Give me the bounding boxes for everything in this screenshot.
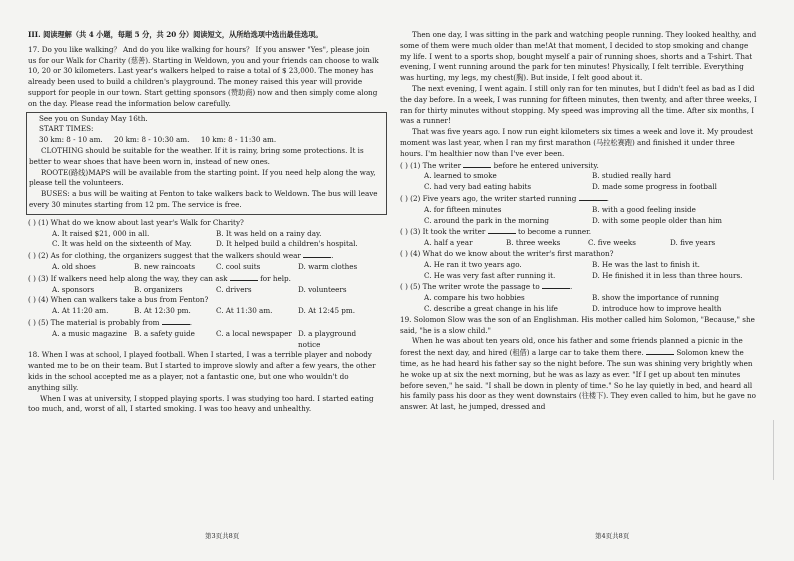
option[interactable]: A. a music magazine (52, 328, 128, 338)
option[interactable]: D. five years (670, 238, 716, 248)
option[interactable]: D. It helped build a children's hospital. (216, 239, 358, 249)
time-20km: 20 km: 8 - 10:30 am. (114, 135, 190, 145)
left-column (28, 30, 380, 415)
option[interactable]: C. It was held on the sixteenth of May. (52, 239, 192, 249)
q18-2-options-ab (400, 205, 760, 216)
q17-4-stem: ( ) (4) When can walkers take a bus from Fenton? (28, 295, 209, 305)
box-clothing: CLOTHING should be suitable for the weather. If it is rainy, bring some protections. It is better to wear shoes that have been worn in, instead of new ones. (29, 145, 364, 166)
option[interactable]: A. It raised $21, 000 in all. (52, 228, 150, 238)
option[interactable]: A. sponsors (52, 284, 95, 294)
answer-blank[interactable] (646, 347, 674, 355)
option[interactable]: B. new raincoats (134, 261, 196, 271)
option[interactable]: C. five weeks (588, 238, 636, 248)
box-start-times-label: START TIMES: (39, 124, 94, 134)
option[interactable]: C. drivers (216, 284, 252, 294)
page-number-right: 第4页共8页 (595, 532, 630, 540)
q17-4-options (28, 306, 380, 317)
q18-4-options-cd (400, 271, 760, 282)
q18-5-options-ab (400, 293, 760, 304)
q18-1-options-ab (400, 171, 760, 182)
right-column (400, 30, 760, 413)
option[interactable]: D. He finished it in less than three hours. (592, 270, 743, 280)
answer-blank[interactable] (542, 281, 570, 289)
option[interactable]: A. He ran it two years ago. (424, 259, 522, 269)
option[interactable]: D. volunteers (298, 284, 347, 294)
option[interactable]: A. compare his two hobbies (424, 293, 525, 303)
option[interactable]: A. learned to smoke (424, 171, 497, 181)
option[interactable]: A. for fifteen minutes (424, 204, 502, 214)
passage-19-para-1: 19. Solomon Slow was the son of an Englishman. His mother called him Solomon, "Because," she said, "he is a slow child." (400, 314, 755, 335)
q18-3-options (400, 238, 760, 249)
q18-5-stem: ( ) (5) The writer wrote the passage to . (400, 282, 573, 292)
option[interactable]: C. cool suits (216, 261, 261, 271)
option[interactable]: B. organizers (134, 284, 183, 294)
option[interactable]: B. a safety guide (134, 328, 195, 338)
option[interactable]: B. At 12:30 pm. (134, 306, 191, 316)
box-route: ROOTE(路线)MAPS will be available from the starting point. If you need help along the way, please tell the volunteers. (29, 167, 376, 188)
option[interactable]: C. around the park in the morning (424, 215, 550, 225)
passage-18-para-2: When I was at university, I stopped playing sports. I was studying too hard. I started eating too much, and, worst of all, I started smoking. I was too heavy and unhealthy. (28, 393, 374, 414)
q17-3-stem: ( ) (3) If walkers need help along the way, they can ask for help. (28, 273, 291, 283)
q17-5-options (28, 329, 380, 351)
q18-5-options-cd (400, 304, 760, 315)
option[interactable]: B. show the importance of running (592, 293, 719, 303)
option[interactable]: A. half a year (424, 238, 473, 248)
q18-2-options-cd (400, 216, 760, 227)
q18-1-options-cd (400, 182, 760, 193)
option[interactable]: C. describe a great change in his life (424, 303, 558, 313)
option[interactable]: C. At 11:30 am. (216, 306, 273, 316)
q18-3-stem: ( ) (3) It took the writer to become a runner. (400, 227, 592, 237)
option[interactable]: C. had very bad eating habits (424, 182, 532, 192)
option[interactable]: B. studied really hard (592, 171, 671, 181)
box-times (29, 135, 384, 146)
q18-4-stem: ( ) (4) What do we know about the writer's first marathon? (400, 248, 614, 258)
option[interactable]: B. He was the last to finish it. (592, 259, 700, 269)
passage-17-intro: 17. Do you like walking？ And do you like walking for hours？ If you answer "Yes", please join us for our Walk for Charity (慈善). Starting in Weldown, you and your friends can choose to walk 10, 20 or 30 kilometers. Last year's walkers helped to raise a total of $ 23,000. The money has already been used to build a children's playground. The money raised this year will provide support for people in our town. Start getting sponsors (赞助商) now and then simply come along on the day. Please read the information below carefully. (28, 44, 379, 108)
option[interactable]: C. a local newspaper (216, 328, 292, 338)
q17-2-stem: ( ) (2) As for clothing, the organizers suggest that the walkers should wear . (28, 251, 334, 261)
option[interactable]: D. made some progress in football (592, 182, 717, 192)
time-30km: 30 km: 8 - 10 am. (39, 135, 103, 145)
passage-18-para-3: Then one day, I was sitting in the park and watching people running. They looked healthy, and some of them were much older than me!At that moment, I decided to stop smoking and change my life. I went to a sports shop, bought myself a pair of running shoes, shorts and a T-shirt. That evening, I went running around the park for ten minutes! Physically, I felt terrible. Everything was hurting, my legs, my chest(胸). But inside, I felt good about it. (400, 30, 757, 83)
q17-2-options (28, 262, 380, 273)
answer-blank[interactable] (162, 317, 190, 325)
q17-1-options-ab (28, 229, 380, 240)
scan-artifact (773, 420, 778, 480)
box-buses: BUSES: a bus will be waiting at Fenton to take walkers back to Weldown. The bus will leave every 30 minutes starting from 12 pm. The service is free. (29, 189, 378, 209)
answer-blank[interactable] (579, 193, 607, 201)
q17-1-options-cd (28, 239, 380, 250)
answer-blank[interactable] (463, 160, 491, 168)
option[interactable]: D. introduce how to improve health (592, 303, 722, 313)
option[interactable]: B. It was held on a rainy day. (216, 228, 322, 238)
passage-18-para-5: That was five years ago. I now run eight kilometers six times a week and love it. My proudest moment was last year, when I ran my first marathon (马拉松赛跑) and finished it under three hours. I'm healthier now than I've ever been. (400, 127, 754, 158)
q18-4-options-ab (400, 260, 760, 271)
answer-blank[interactable] (488, 226, 516, 234)
answer-blank[interactable] (230, 273, 258, 281)
option[interactable]: B. three weeks (506, 238, 561, 248)
q17-3-options (28, 285, 380, 296)
option[interactable]: D. warm clothes (298, 261, 358, 271)
passage-18-para-1: 18. When I was at school, I played football. When I started, I was a terrible player and nobody wanted me to be on their team. But I started to improve slowly and after a few years, the other kids in the school accepted me as a player, not a fantastic one, but one who wouldn't do anything silly. (28, 350, 376, 392)
section-heading: III. 阅读理解（共 4 小题，每题 5 分，共 20 分）阅读短文，从所给选项中选出最佳选项。 (28, 30, 323, 39)
q18-1-stem: ( ) (1) The writer before he entered university. (400, 160, 599, 170)
option[interactable]: A. old shoes (52, 261, 96, 271)
box-see-you: See you on Sunday May 16th. (39, 113, 148, 123)
option[interactable]: D. with some people older than him (592, 215, 722, 225)
passage-19-para-2: When he was about ten years old, once his father and some friends planned a picnic in the forest the next day, and hired (租借) a large car to take them there. Solomon knew the time, as he had heard his father say so the night before. The sun was shining very brightly when he woke up at six the next morning, but he was as lazy as ever. "If I get up about ten minutes before seven," he said. "I shall be down in plenty of time." So he lay quietly in bed, and heard all his family pass his door as they went downstairs (往楼下). They even called to him, but he gave no answer. At last, he jumped, dressed and (400, 336, 757, 412)
event-info-box (26, 112, 387, 215)
page-number-left: 第3页共8页 (205, 532, 240, 540)
option[interactable]: A. At 11:20 am. (52, 306, 109, 316)
q18-2-stem: ( ) (2) Five years ago, the writer started running . (400, 193, 609, 203)
answer-blank[interactable] (303, 250, 331, 258)
q17-1-stem: ( ) (1) What do we know about last year's Walk for Charity? (28, 217, 244, 227)
option[interactable]: D. a playground notice (298, 328, 357, 349)
option[interactable]: D. At 12:45 pm. (298, 306, 356, 316)
q17-5-stem: ( ) (5) The material is probably from . (28, 317, 193, 327)
option[interactable]: B. with a good feeling inside (592, 204, 696, 214)
time-10km: 10 km: 8 - 11:30 am. (200, 135, 277, 145)
passage-18-para-4: The next evening, I went again. I still only ran for ten minutes, but I didn't feel as bad as I did the day before. In a week, I was running for fifteen minutes, then twenty, and after three weeks, I ran for thirty minutes without stopping. My speed was improving all the time. After six months, I was a runner! (400, 83, 757, 126)
option[interactable]: C. He was very fast after running it. (424, 270, 556, 280)
